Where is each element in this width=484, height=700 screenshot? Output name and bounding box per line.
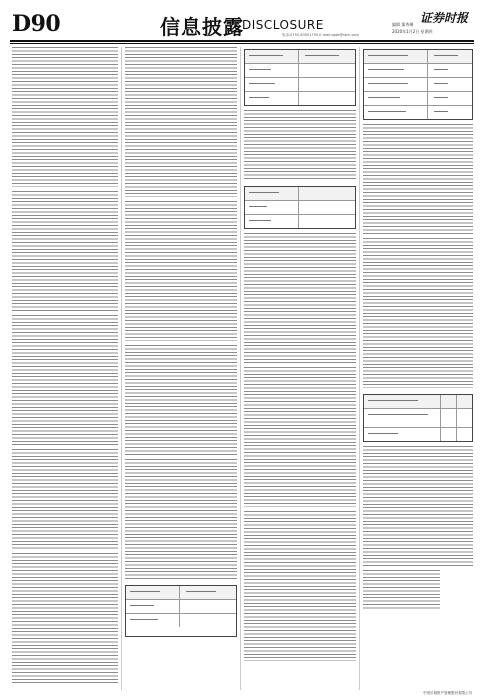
body-text bbox=[244, 110, 356, 180]
table-row bbox=[364, 64, 472, 78]
table-row bbox=[245, 50, 355, 64]
body-text bbox=[12, 47, 118, 187]
table-row bbox=[364, 92, 472, 106]
table-row bbox=[245, 187, 355, 201]
table-row bbox=[364, 409, 472, 428]
data-table bbox=[244, 49, 356, 106]
body-text bbox=[12, 191, 118, 311]
data-table bbox=[363, 49, 473, 120]
article-column-2 bbox=[125, 47, 237, 690]
data-table bbox=[244, 186, 356, 229]
editor-line: 编辑 董秀琳 bbox=[392, 22, 414, 27]
date-line: 2020年1月2日 星期四 bbox=[392, 29, 433, 34]
body-text bbox=[244, 511, 356, 661]
newspaper-logo: 证券时报 bbox=[420, 11, 469, 25]
article-column-3 bbox=[244, 47, 356, 690]
column-divider bbox=[240, 47, 241, 690]
footer-signature: 中国长城资产管理股份有限公司 bbox=[423, 691, 472, 695]
data-table bbox=[125, 585, 237, 637]
header-rule-thick bbox=[10, 40, 474, 42]
section-title-english: DISCLOSURE bbox=[242, 18, 324, 32]
body-text bbox=[363, 446, 473, 566]
data-table bbox=[363, 394, 473, 442]
table-row bbox=[364, 50, 472, 64]
table-row bbox=[126, 600, 236, 614]
table-row bbox=[126, 586, 236, 600]
section-title: 信息披露 bbox=[160, 15, 244, 39]
article-column-4 bbox=[363, 47, 473, 690]
table-row bbox=[126, 614, 236, 627]
page-number: D90 bbox=[12, 11, 61, 37]
body-text bbox=[363, 570, 440, 610]
body-text bbox=[12, 553, 118, 683]
table-row bbox=[364, 106, 472, 119]
body-text bbox=[125, 459, 237, 579]
table-row bbox=[364, 78, 472, 92]
body-text bbox=[125, 345, 237, 455]
body-text bbox=[12, 315, 118, 445]
body-text bbox=[363, 238, 473, 388]
body-text bbox=[244, 367, 356, 507]
table-row bbox=[245, 78, 355, 92]
body-text bbox=[125, 201, 237, 341]
contact-line: 电话:0755-83501750 E-mail:zqsb@stcn.com bbox=[282, 33, 359, 37]
table-row bbox=[245, 92, 355, 105]
body-text bbox=[244, 233, 356, 363]
article-column-1 bbox=[12, 47, 118, 690]
table-row bbox=[245, 201, 355, 215]
table-row bbox=[364, 395, 472, 409]
body-text bbox=[125, 47, 237, 197]
table-row bbox=[364, 428, 472, 441]
column-divider bbox=[121, 47, 122, 690]
body-text bbox=[363, 124, 473, 234]
body-text bbox=[12, 449, 118, 549]
table-row bbox=[245, 64, 355, 78]
page-header bbox=[0, 0, 484, 40]
column-divider bbox=[359, 47, 360, 690]
header-rule-thin bbox=[10, 43, 474, 44]
table-row bbox=[245, 215, 355, 228]
